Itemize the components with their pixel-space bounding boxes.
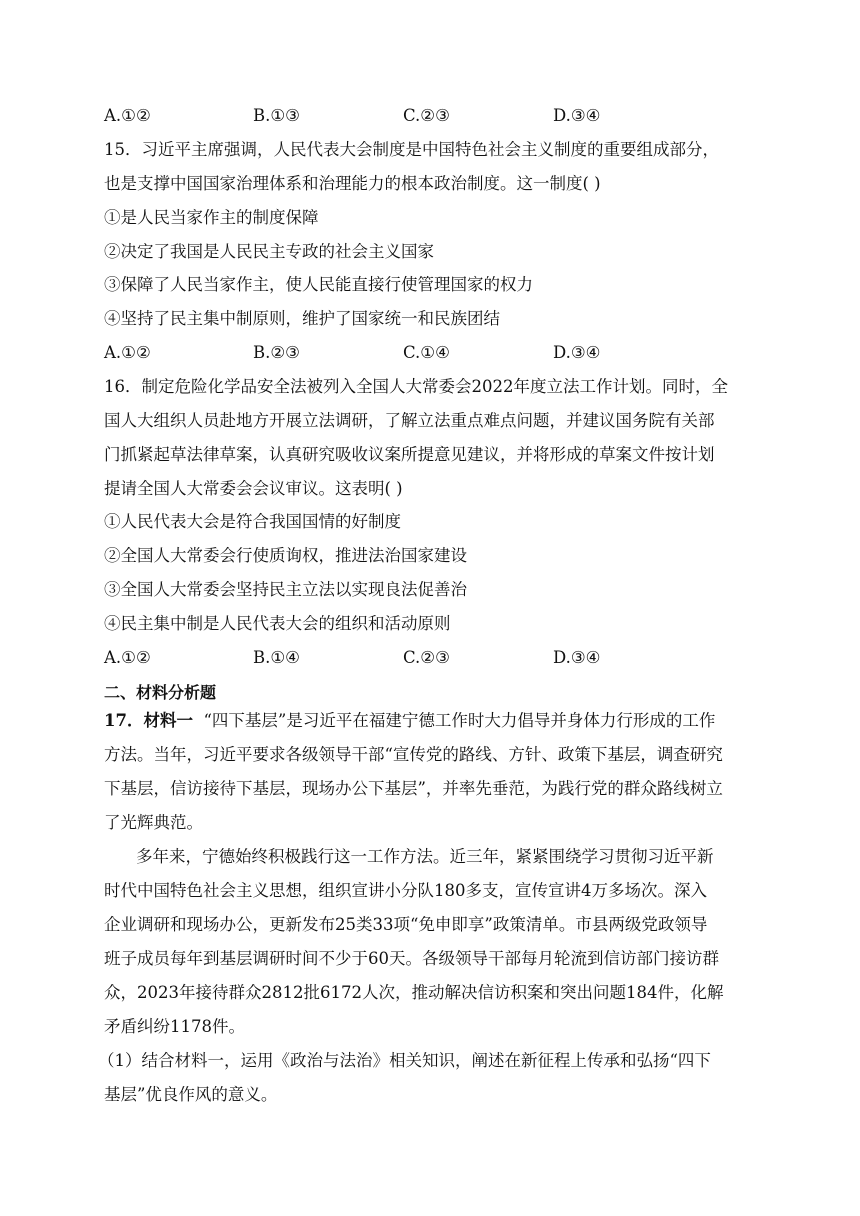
q17-p1-line-3: 下基层，信访接待下基层，现场办公下基层”，并率先垂范，为践行党的群众路线树立 xyxy=(104,779,723,798)
q17-material-label: 材料一 xyxy=(143,711,193,730)
q16-stem-line-1: 16．制定危险化学品安全法被列入全国人大常委会2022年度立法工作计划。同时，全 xyxy=(104,377,728,396)
q17-sub1-line-1: （1）结合材料一，运用《政治与法治》相关知识，阐述在新征程上传承和弘扬“四下 xyxy=(98,1051,711,1070)
q16-item-3: ③全国人大常委会坚持民主立法以实现良法促善治 xyxy=(104,580,467,599)
q16-option-d[interactable]: D.③④ xyxy=(553,648,601,667)
q16-stem-line-2: 国人大组织人员赴地方开展立法调研，了解立法重点难点问题，并建议国务院有关部 xyxy=(104,411,715,430)
q16-option-a[interactable]: A.①② xyxy=(104,648,151,667)
q16-stem-line-4: 提请全国人大常委会会议审议。这表明( ) xyxy=(104,479,403,498)
q16-item-1: ①人民代表大会是符合我国国情的好制度 xyxy=(104,512,401,531)
q15-option-c[interactable]: C.①④ xyxy=(403,343,450,362)
q17-p2-line-1: 多年来，宁德始终积极践行这一工作方法。近三年，紧紧围绕学习贯彻习近平新 xyxy=(136,847,714,866)
q15-item-2: ②决定了我国是人民民主专政的社会主义国家 xyxy=(104,242,434,261)
q17-p2-line-5: 众，2023年接待群众2812批6172人次，推动解决信访积案和突出问题184件，化解 xyxy=(104,983,724,1002)
q16-stem-line-3: 门抓紧起草法律草案，认真研究吸收议案所提意见建议，并将形成的草案文件按计划 xyxy=(104,445,715,464)
q17-p2-line-4: 班子成员每年到基层调研时间不少于60天。各级领导干部每月轮流到信访部门接访群 xyxy=(104,949,719,968)
q16-options xyxy=(104,648,764,668)
q16-option-b[interactable]: B.①④ xyxy=(253,648,300,667)
q15-item-3: ③保障了人民当家作主，使人民能直接行使管理国家的权力 xyxy=(104,275,533,294)
q14-option-d[interactable]: D.③④ xyxy=(553,106,601,125)
section-heading: 二、材料分析题 xyxy=(104,683,217,702)
q17-p2-line-6: 矛盾纠纷1178件。 xyxy=(104,1017,245,1036)
q17-material-1-line-1 xyxy=(104,711,764,731)
q16-item-2: ②全国人大常委会行使质询权，推进法治国家建设 xyxy=(104,546,467,565)
q17-p1-line-1-text: “四下基层”是习近平在福建宁德工作时大力倡导并身体力行形成的工作 xyxy=(203,711,716,730)
q15-item-4: ④坚持了民主集中制原则，维护了国家统一和民族团结 xyxy=(104,309,500,328)
q14-options xyxy=(104,106,764,126)
q15-stem-line-1: 15．习近平主席强调，人民代表大会制度是中国特色社会主义制度的重要组成部分， xyxy=(104,140,719,159)
q16-item-4: ④民主集中制是人民代表大会的组织和活动原则 xyxy=(104,614,451,633)
q15-item-1: ①是人民当家作主的制度保障 xyxy=(104,208,319,227)
q15-options xyxy=(104,343,764,363)
q17-p1-line-4: 了光辉典范。 xyxy=(104,813,203,832)
q15-stem-line-2: 也是支撑中国国家治理体系和治理能力的根本政治制度。这一制度( ) xyxy=(104,174,601,193)
q15-option-a[interactable]: A.①② xyxy=(104,343,151,362)
q17-number: 17． xyxy=(104,711,144,730)
q15-option-d[interactable]: D.③④ xyxy=(553,343,601,362)
q14-option-b[interactable]: B.①③ xyxy=(253,106,300,125)
q17-p2-line-2: 时代中国特色社会主义思想，组织宣讲小分队180多支，宣传宣讲4万多场次。深入 xyxy=(104,881,707,900)
q17-p1-line-2: 方法。当年，习近平要求各级领导干部“宣传党的路线、方针、政策下基层，调查研究 xyxy=(104,745,723,764)
q15-option-b[interactable]: B.②③ xyxy=(253,343,300,362)
q14-option-c[interactable]: C.②③ xyxy=(403,106,450,125)
q16-option-c[interactable]: C.②③ xyxy=(403,648,450,667)
q14-option-a[interactable]: A.①② xyxy=(104,106,151,125)
q17-p2-line-3: 企业调研和现场办公，更新发布25类33项“免申即享”政策清单。市县两级党政领导 xyxy=(104,915,708,934)
q17-sub1-line-2: 基层”优良作风的意义。 xyxy=(104,1085,278,1104)
